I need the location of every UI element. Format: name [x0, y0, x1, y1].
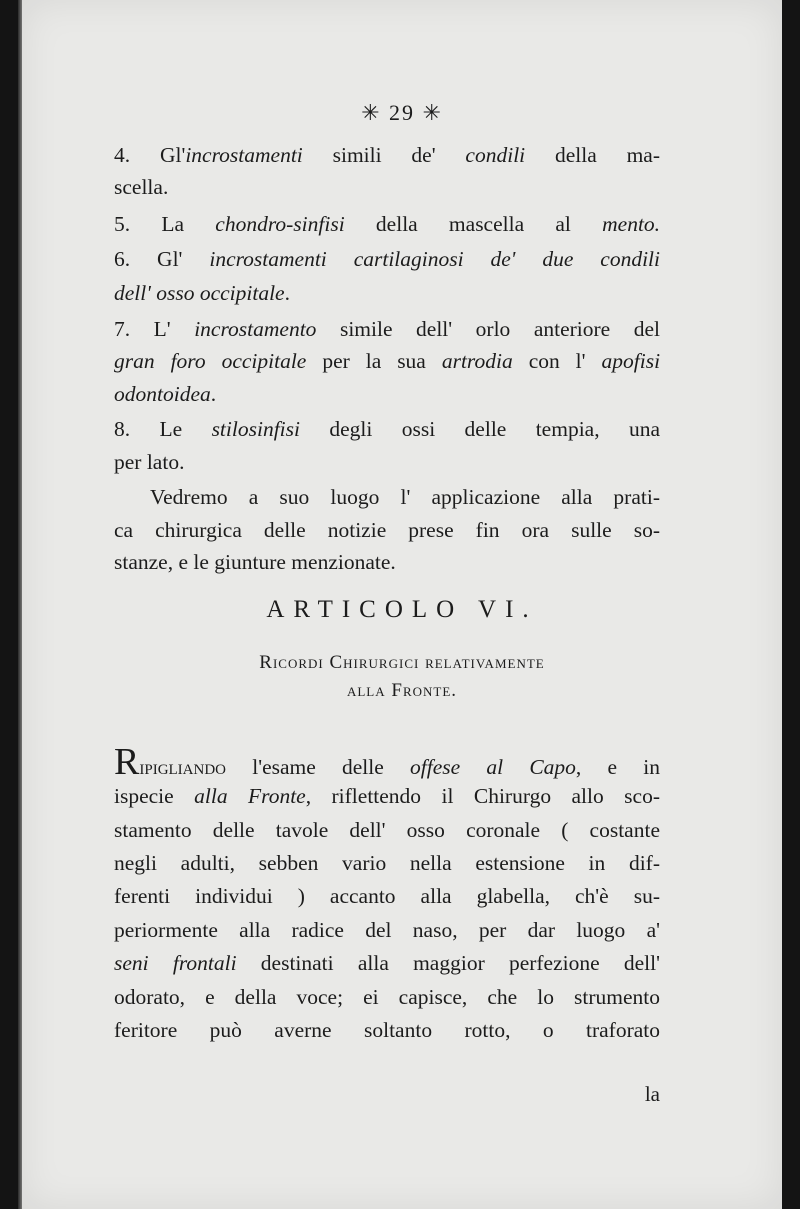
- item-term: apofisi: [601, 349, 661, 373]
- item-text: degli ossi delle tempia, una: [329, 417, 661, 441]
- paragraph-line: ferenti individui ) accanto alla glabella, ch'è su-: [114, 884, 660, 908]
- paragraph-line: [114, 948, 660, 978]
- paragraph-line: negli adulti, sebben vario nella estensione in dif-: [114, 851, 660, 875]
- item-article: L': [153, 317, 171, 341]
- item-term: mento.: [602, 212, 661, 236]
- catchword: la: [644, 1082, 660, 1106]
- item-text: con l': [528, 349, 586, 373]
- item-text: simili de': [332, 143, 436, 167]
- item-text: per la sua: [322, 349, 426, 373]
- item-term: stilosinfisi: [211, 417, 300, 441]
- item-number: 8.: [114, 417, 131, 441]
- list-item-7-line2: [114, 346, 660, 376]
- item-text: della ma-: [554, 143, 661, 167]
- paragraph-line: periormente alla radice del naso, per dar luogo a': [114, 918, 660, 942]
- item-number: 7.: [114, 317, 131, 341]
- paragraph-line: odorato, e della voce; ei capisce, che lo strumento: [114, 985, 660, 1009]
- list-item-5: [114, 209, 660, 239]
- item-term: artrodia: [441, 349, 513, 373]
- item-term: gran foro occipitale: [114, 349, 307, 373]
- punctuation: .: [210, 382, 217, 406]
- item-number: 5.: [114, 212, 131, 236]
- paragraph-line: Vedremo a suo luogo l' applicazione alla prati-: [150, 485, 660, 509]
- item-article: La: [161, 212, 185, 236]
- italic-term: offese al Capo: [410, 755, 576, 779]
- text-run: destinati alla maggior perfezione dell': [260, 951, 660, 975]
- punctuation: .: [284, 281, 290, 305]
- book-page: [22, 0, 782, 1209]
- text-run: , e in: [575, 755, 660, 779]
- item-term: chondro-sinfisi: [215, 212, 345, 236]
- list-item-4-line1: [114, 140, 660, 170]
- list-item-8-line1: [114, 414, 660, 444]
- list-item-7-line3: [114, 379, 660, 409]
- text-run: , riflettendo il Chirurgo allo sco-: [305, 784, 660, 808]
- paragraph-line: ca chirurgica delle notizie prese fin ora sulle so-: [114, 518, 660, 542]
- item-number: 4.: [114, 143, 131, 167]
- paragraph-line: stanze, e le giunture menzionate.: [114, 550, 396, 574]
- text-run: l'esame delle: [252, 755, 384, 779]
- item-term: incrostamento: [194, 317, 317, 341]
- article-subtitle-line1: Ricordi Chirurgici relativamente: [259, 652, 545, 673]
- list-item-6-line1: [114, 244, 660, 274]
- item-article: Gl': [157, 247, 183, 271]
- item-term: dell' osso occipitale: [114, 281, 285, 305]
- paragraph-line: feritore può averne soltanto rotto, o traforato: [114, 1018, 660, 1042]
- item-term: condili: [465, 143, 526, 167]
- article-title: ARTICOLO VI.: [266, 596, 538, 623]
- list-item-4-line2: scella.: [114, 175, 169, 199]
- item-number: 6.: [114, 247, 131, 271]
- italic-term: alla Fronte: [194, 784, 306, 808]
- item-term: incrostamenti cartilaginosi de' due condili: [209, 247, 661, 271]
- list-item-7-line1: [114, 314, 660, 344]
- article-subtitle-line2: alla Fronte.: [346, 680, 458, 701]
- text-run: ispecie: [114, 784, 174, 808]
- item-article: Le: [159, 417, 183, 441]
- paragraph-line: [114, 781, 660, 811]
- item-text: simile dell' orlo anteriore del: [339, 317, 661, 341]
- paragraph-line: [114, 741, 660, 783]
- item-text: della mascella al: [375, 212, 571, 236]
- list-item-6-line2: [114, 278, 660, 308]
- item-term: odontoidea: [114, 382, 211, 406]
- paragraph-line: stamento delle tavole dell' osso coronale ( costante: [114, 818, 660, 842]
- page-number-header: ✳ 29 ✳: [361, 100, 443, 125]
- drop-cap: R: [114, 741, 140, 783]
- first-word-small-caps: ipigliando: [139, 755, 227, 779]
- list-item-8-line2: per lato.: [114, 450, 185, 474]
- item-term: incrostamenti: [185, 143, 303, 167]
- item-article: Gl': [159, 143, 186, 167]
- italic-term: seni frontali: [114, 951, 237, 975]
